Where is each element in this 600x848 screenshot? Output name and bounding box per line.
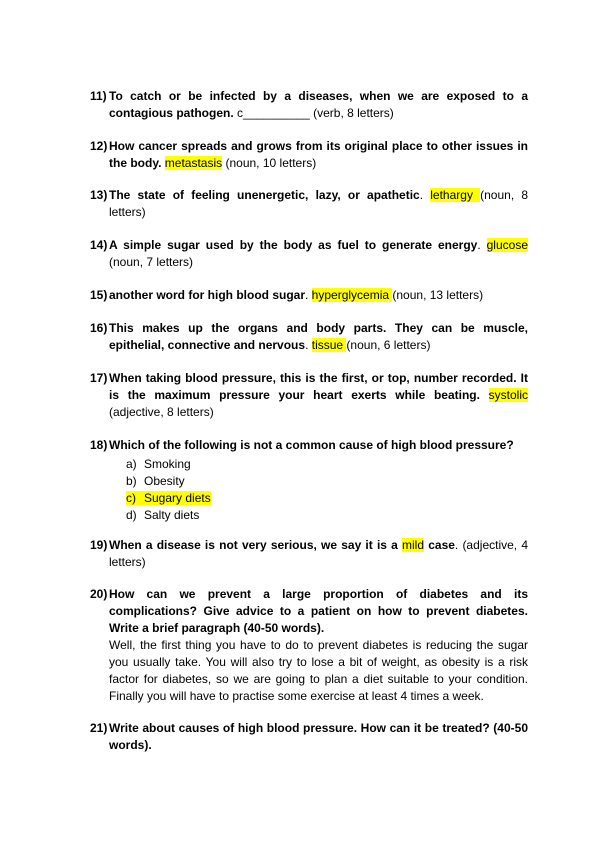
question-stem: To catch or be infected by a diseases, when we are exposed to a contagious pathogen. [109, 89, 528, 120]
highlighted-answer: lethargy [430, 188, 481, 202]
highlighted-answer: metastasis [164, 155, 223, 170]
question-stem: Which of the following is not a common cause of high blood pressure? [109, 438, 514, 452]
question-number: 11) [90, 89, 107, 103]
highlighted-answer: systolic [488, 387, 528, 402]
question-number: 18) [90, 438, 108, 452]
question-stem: A simple sugar used by the body as fuel to generate energy [109, 238, 478, 252]
question-stem: another word for high blood sugar [109, 288, 305, 302]
option-b: b) Obesity [126, 473, 185, 488]
answer-hint: (noun, 10 letters) [222, 155, 317, 170]
highlighted-answer: hyperglycemia [311, 288, 393, 302]
question-19: 19) When a disease is not very serious, we say it is a mild case. (adjective, 4 letters) [90, 538, 528, 569]
question-number: 21) [90, 721, 108, 735]
question-14: 14) A simple sugar used by the body as fuel to generate energy. glucose (noun, 7 letters) [90, 238, 528, 269]
answer-hint: (noun, 7 letters) [109, 254, 194, 269]
question-number: 19) [90, 538, 108, 552]
question-15: 15) another word for high blood sugar. hyperglycemia (noun, 13 letters) [90, 288, 484, 302]
question-18 [90, 437, 528, 524]
answer-blank: c__________ [237, 105, 310, 120]
answer-hint: (noun, 6 letters) [346, 337, 431, 352]
answer-hint: . (adjective, 4 letters) [109, 538, 528, 569]
option-d: d) Salty diets [126, 507, 200, 522]
question-12 [90, 138, 528, 172]
question-21 [90, 720, 528, 754]
question-17 [90, 370, 528, 420]
option-c-highlighted: c) Sugary diets [126, 490, 211, 505]
highlighted-answer: glucose [486, 238, 528, 252]
question-number: 13) [90, 188, 108, 202]
option-a: a) Smoking [126, 456, 191, 471]
answer-hint: (noun, 8 letters) [109, 188, 528, 219]
question-13: 13) The state of feeling unenergetic, lazy, or apathetic. lethargy (noun, 8 letters) [90, 188, 528, 219]
question-number: 12) [90, 139, 108, 153]
option-list [90, 456, 528, 524]
answer-hint: (adjective, 8 letters) [109, 404, 214, 419]
question-number: 15) [90, 288, 108, 302]
question-stem: How can we prevent a large proportion of diabetes and its complications? Give advice to a patient on how to prevent diabetes. Write a brief paragraph (40-50 words). [109, 587, 528, 635]
question-stem: The state of feeling unenergetic, lazy, or apathetic [109, 188, 420, 202]
highlighted-answer: tissue [311, 337, 347, 352]
question-stem: How cancer spreads and grows from its original place to other issues in the body. [109, 139, 528, 170]
question-number: 17) [90, 371, 108, 385]
answer-hint: (verb, 8 letters) [309, 105, 394, 120]
answer-paragraph: Well, the first thing you have to do to prevent diabetes is reducing the sugar you usually take. You will also try to lose a bit of weight, as obesity is a risk factor for diabetes, so we are going to plan a diet suitable to your condition. Finally you will have to practise some exercise at least 4 times a week. [109, 638, 528, 703]
question-stem: When a disease is not very serious, we say it is a [109, 538, 398, 552]
question-number: 14) [90, 238, 108, 252]
question-stem: Write about causes of high blood pressure. How can it be treated? (40-50 words). [109, 721, 528, 752]
question-number: 16) [90, 321, 108, 335]
question-20 [90, 586, 528, 705]
question-stem: This makes up the organs and body parts. They can be muscle, epithelial, connective and nervous [109, 321, 528, 352]
question-number: 20) [90, 587, 108, 601]
question-11 [90, 88, 528, 122]
question-stem: When taking blood pressure, this is the first, or top, number recorded. It is the maximum pressure your heart exerts while beating. [109, 371, 528, 402]
highlighted-answer: mild [402, 538, 425, 552]
answer-hint: (noun, 13 letters) [392, 288, 484, 302]
question-16: 16) This makes up the organs and body parts. They can be muscle, epithelial, connective and nervous. tissue (noun, 6 letters) [90, 321, 528, 352]
